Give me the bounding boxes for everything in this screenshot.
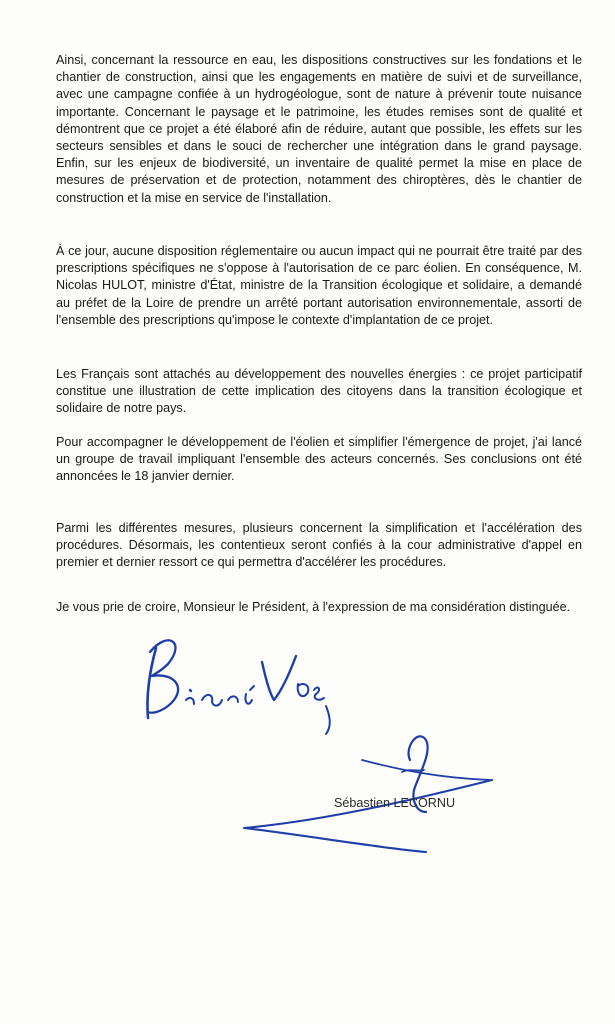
paragraph-closing-formula: Je vous prie de croire, Monsieur le Président, à l'expression de ma considération distinguée. (56, 600, 571, 614)
paragraph-water-landscape-biodiversity: Ainsi, concernant la ressource en eau, les dispositions constructives sur les fondations et le chantier de construction, ainsi que les engagements en matière de suivi et de surveillance, avec une campagne confiée à un hydrogéologue, sont de nature à prévenir toute nuisance importante. Concernant le paysage et le patrimoine, les études remises sont de qualité et démontrent que ce projet a été élaboré afin de réduire, autant que possible, les effets sur les secteurs sensibles et dans le souci de rechercher une intégration dans le grand paysage. Enfin, sur les enjeux de biodiversité, un inventaire de qualité permet la mise en place de mesures de préservation et de protection, notamment des chiroptères, dès le chantier de construction et la mise en service de l'installation. (56, 53, 582, 205)
signer-name: Sébastien LECORNU (334, 796, 456, 810)
paragraph-working-group: Pour accompagner le développement de l'éolien et simplifier l'émergence de projet, j'ai lancé un groupe de travail impliquant l'ensemble des acteurs concernés. Ses conclusions ont été annoncées le 18 janvier dernier. (56, 435, 582, 484)
paragraph-renewable-energies: Les Français sont attachés au développement des nouvelles énergies : ce projet participatif constitue une illustration de cette implication des citoyens dans la transition écologique et solidaire de notre pays. (56, 367, 582, 416)
paragraph-authorization: À ce jour, aucune disposition réglementaire ou aucun impact qui ne pourrait être traité par des prescriptions spécifiques ne s'oppose à l'autorisation de ce parc éolien. En conséquence, M. Nicolas HULOT, ministre d'État, ministre de la Transition écologique et solidaire, a demandé au préfet de la Loire de prendre un arrêté portant autorisation environnementale, assorti de l'ensemble des prescriptions qu'impose le contexte d'implantation de ce projet. (56, 244, 582, 327)
paragraph-procedures: Parmi les différentes mesures, plusieurs concernent la simplification et l'accélération des procédures. Désormais, les contentieux seront confiés à la cour administrative d'appel en premier et dernier ressort ce qui permettra d'accélérer les procédures. (56, 521, 582, 570)
